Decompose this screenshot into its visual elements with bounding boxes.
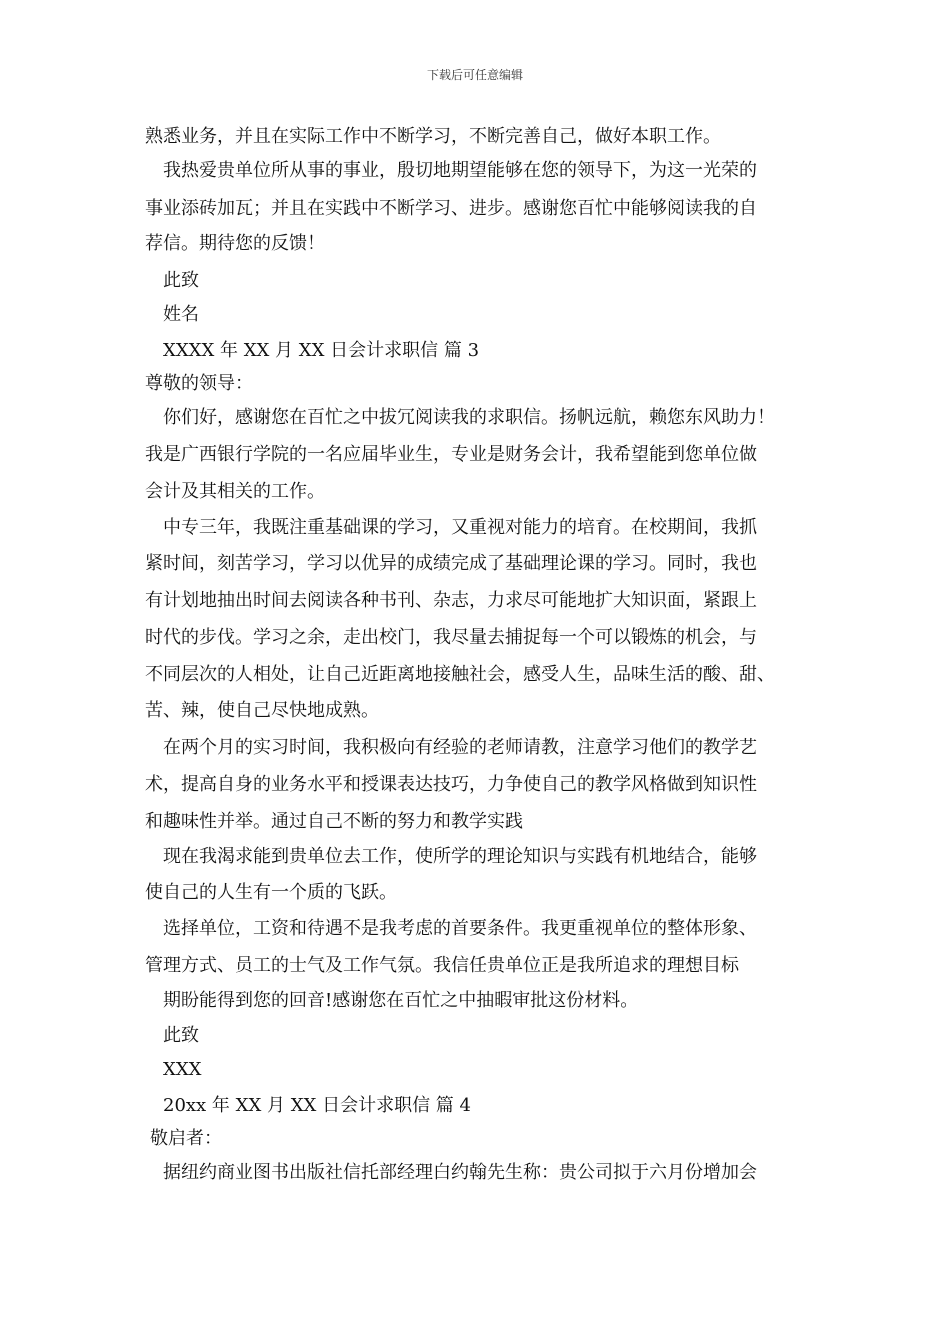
text-line: 和趣味性并举。通过自己不断的努力和教学实践 xyxy=(145,811,523,832)
page-header: 下载后可任意编辑 xyxy=(426,68,523,82)
text-line: 此致 xyxy=(163,270,199,291)
text-line: 期盼能得到您的回音!感谢您在百忙之中抽暇审批这份材料。 xyxy=(163,990,639,1011)
text-line: 术，提高自身的业务水平和授课表达技巧，力争使自己的教学风格做到知识性 xyxy=(145,774,757,795)
text-line: 我是广西银行学院的一名应届毕业生，专业是财务会计，我希望能到您单位做 xyxy=(145,444,757,465)
text-line: 此致 xyxy=(163,1025,199,1046)
text-line: 选择单位，工资和待遇不是我考虑的首要条件。我更重视单位的整体形象、 xyxy=(163,918,757,939)
text-line: 紧时间，刻苦学习，学习以优异的成绩完成了基础理论课的学习。同时，我也 xyxy=(145,553,757,574)
text-line: 不同层次的人相处，让自己近距离地接触社会，感受人生，品味生活的酸、甜、 xyxy=(145,664,775,685)
text-line: 据纽约商业图书出版社信托部经理白约翰先生称：贵公司拟于六月份增加会 xyxy=(163,1162,757,1183)
text-line: 苦、辣，使自己尽快地成熟。 xyxy=(145,700,379,721)
text-line: 荐信。期待您的反馈！ xyxy=(145,233,325,254)
text-line: 管理方式、员工的士气及工作气氛。我信任贵单位正是我所追求的理想目标 xyxy=(145,955,739,976)
text-line: 有计划地抽出时间去阅读各种书刊、杂志，力求尽可能地扩大知识面，紧跟上 xyxy=(145,590,757,611)
text-line: 会计及其相关的工作。 xyxy=(145,481,325,502)
text-line: 现在我渴求能到贵单位去工作，使所学的理论知识与实践有机地结合，能够 xyxy=(163,846,757,867)
text-line: 熟悉业务，并且在实际工作中不断学习，不断完善自己，做好本职工作。 xyxy=(145,126,721,147)
salutation: 敬启者： xyxy=(150,1128,222,1149)
text-line: 姓名 xyxy=(163,304,199,325)
text-line: 你们好，感谢您在百忙之中拔冗阅读我的求职信。扬帆远航，赖您东风助力！ xyxy=(163,407,775,428)
text-line: 在两个月的实习时间，我积极向有经验的老师请教，注意学习他们的教学艺 xyxy=(163,737,757,758)
text-line: 时代的步伐。学习之余，走出校门，我尽量去捕捉每一个可以锻炼的机会，与 xyxy=(145,627,757,648)
text-line: 使自己的人生有一个质的飞跃。 xyxy=(145,882,397,903)
text-line: 我热爱贵单位所从事的事业，殷切地期望能够在您的领导下，为这一光荣的 xyxy=(163,160,757,181)
text-line: 事业添砖加瓦；并且在实践中不断学习、进步。感谢您百忙中能够阅读我的自 xyxy=(145,198,757,219)
salutation: 尊敬的领导： xyxy=(145,373,253,394)
text-line: XXX xyxy=(163,1059,202,1080)
section-heading: 20xx 年 XX 月 XX 日会计求职信 篇 4 xyxy=(163,1095,471,1116)
section-heading: XXXX 年 XX 月 XX 日会计求职信 篇 3 xyxy=(163,340,480,361)
text-line: 中专三年，我既注重基础课的学习，又重视对能力的培育。在校期间，我抓 xyxy=(163,517,757,538)
